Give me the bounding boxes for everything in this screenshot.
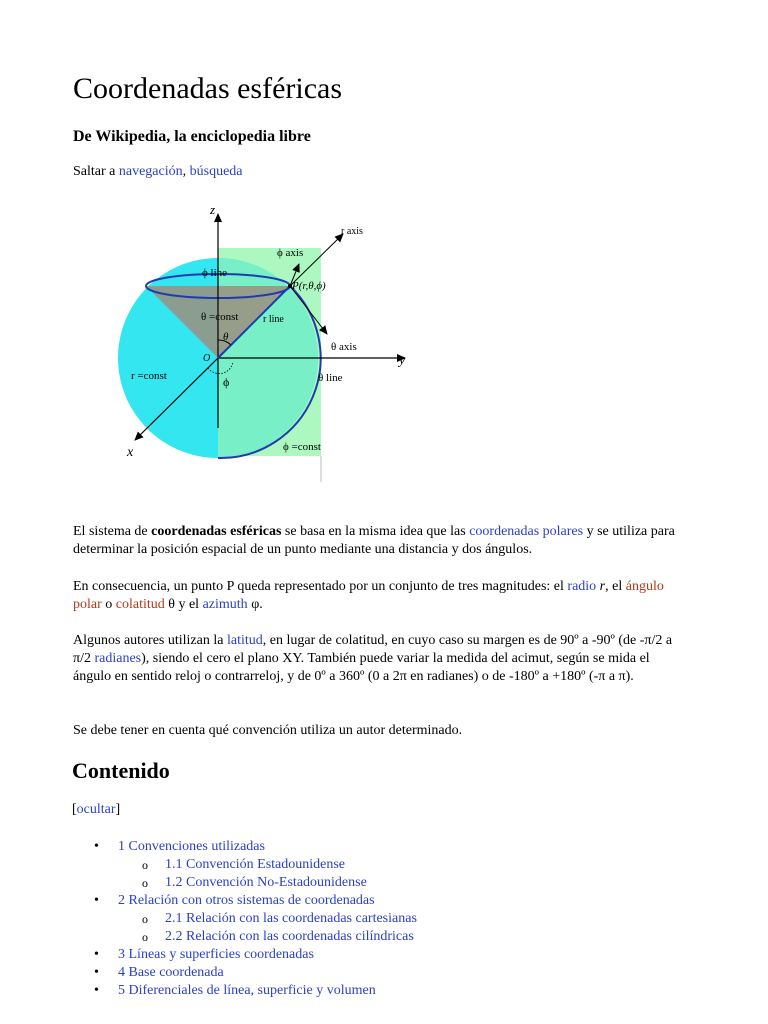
- paragraph-conventions: Algunos autores utilizan la latitud, en lugar de colatitud, en cuyo caso su margen es de 90º a -90º (de -π/2 a π/2 radianes), siendo el cero el plano XY. También puede variar la medida del acimut, según se mida el ángulo en sentido reloj o contrarreloj, y de 0º a 360º (0 a 2π en radianes) o de -180º a +180º (-π a π).: [73, 633, 673, 684]
- y-label: y: [399, 353, 406, 368]
- r-axis-label: r axis: [341, 226, 363, 237]
- navigation-link[interactable]: navegación: [118, 164, 183, 179]
- toc-link-5[interactable]: 5 Diferenciales de línea, superficie y volumen: [118, 983, 376, 998]
- jump-prefix: Saltar a: [73, 164, 119, 179]
- jump-links: [73, 164, 243, 180]
- radians-link[interactable]: radianes: [94, 651, 142, 666]
- contents-heading: Contenido: [72, 758, 170, 783]
- radius-link[interactable]: radio: [567, 579, 597, 594]
- r-const-label: r =const: [131, 370, 167, 382]
- toc-item: [73, 874, 417, 892]
- paragraph-magnitudes: En consecuencia, un punto P queda representado por un conjunto de tres magnitudes: el radio r, el ángulo polar o colatitud θ y el azimuth φ.: [73, 579, 664, 612]
- toc-link-1-2[interactable]: 1.2 Convención No-Estadounidense: [165, 875, 367, 890]
- toc-link-2[interactable]: 2 Relación con otros sistemas de coordenadas: [118, 893, 375, 908]
- polar-angle-link[interactable]: ángulo polar: [73, 579, 664, 612]
- phi-line-label: ϕ line: [202, 267, 228, 279]
- toc-item: [73, 838, 417, 856]
- toc-item: [73, 892, 417, 910]
- z-label: z: [210, 202, 216, 217]
- contents-toggle: [ocultar]: [72, 802, 121, 817]
- page-subtitle: De Wikipedia, la enciclopedia libre: [73, 128, 311, 145]
- phi-angle-label: ϕ: [223, 375, 230, 389]
- page-title: Coordenadas esféricas: [73, 72, 343, 105]
- theta-line-label: θ line: [318, 372, 343, 384]
- toc-item: [73, 982, 417, 1000]
- origin-label: O: [203, 353, 211, 364]
- colatitude-link[interactable]: colatitud: [115, 597, 165, 612]
- r-line-label: r line: [263, 314, 284, 325]
- toc-item: [73, 946, 417, 964]
- jump-separator: ,: [182, 164, 190, 179]
- toc-link-1-1[interactable]: 1.1 Convención Estadounidense: [165, 857, 346, 872]
- search-link[interactable]: búsqueda: [189, 164, 243, 179]
- phi-const-label: ϕ =const: [283, 441, 321, 453]
- table-of-contents: [73, 838, 417, 1000]
- hide-contents-link[interactable]: ocultar: [76, 802, 116, 817]
- toc-link-1[interactable]: 1 Convenciones utilizadas: [118, 839, 265, 854]
- paragraph-intro: El sistema de coordenadas esféricas se basa en la misma idea que las coordenadas polares y se utiliza para determinar la posición espacial de un punto mediante una distancia y dos ángulos.: [73, 524, 675, 557]
- theta-axis-label: θ axis: [331, 341, 357, 353]
- theta-angle-label: θ: [223, 331, 229, 343]
- toc-link-3[interactable]: 3 Líneas y superficies coordenadas: [118, 947, 314, 962]
- x-label: x: [127, 445, 134, 460]
- point-label: P(r,θ,ϕ): [292, 280, 326, 292]
- polar-coordinates-link[interactable]: coordenadas polares: [469, 524, 584, 539]
- toc-item: [73, 856, 417, 874]
- toc-item: [73, 964, 417, 982]
- toc-link-2-1[interactable]: 2.1 Relación con las coordenadas cartesianas: [165, 911, 417, 926]
- spherical-coordinates-figure: [113, 200, 493, 490]
- toc-item: [73, 928, 417, 946]
- paragraph-note: Se debe tener en cuenta qué convención utiliza un autor determinado.: [73, 723, 463, 738]
- theta-const-label: θ =const: [201, 311, 239, 323]
- latitude-link[interactable]: latitud: [226, 633, 263, 648]
- azimuth-link[interactable]: azimuth: [202, 597, 248, 612]
- bold-term: coordenadas esféricas: [151, 524, 282, 539]
- toc-link-4[interactable]: 4 Base coordenada: [118, 965, 224, 980]
- phi-axis-label: ϕ axis: [277, 247, 304, 259]
- toc-item: [73, 910, 417, 928]
- toc-link-2-2[interactable]: 2.2 Relación con las coordenadas cilíndricas: [165, 929, 414, 944]
